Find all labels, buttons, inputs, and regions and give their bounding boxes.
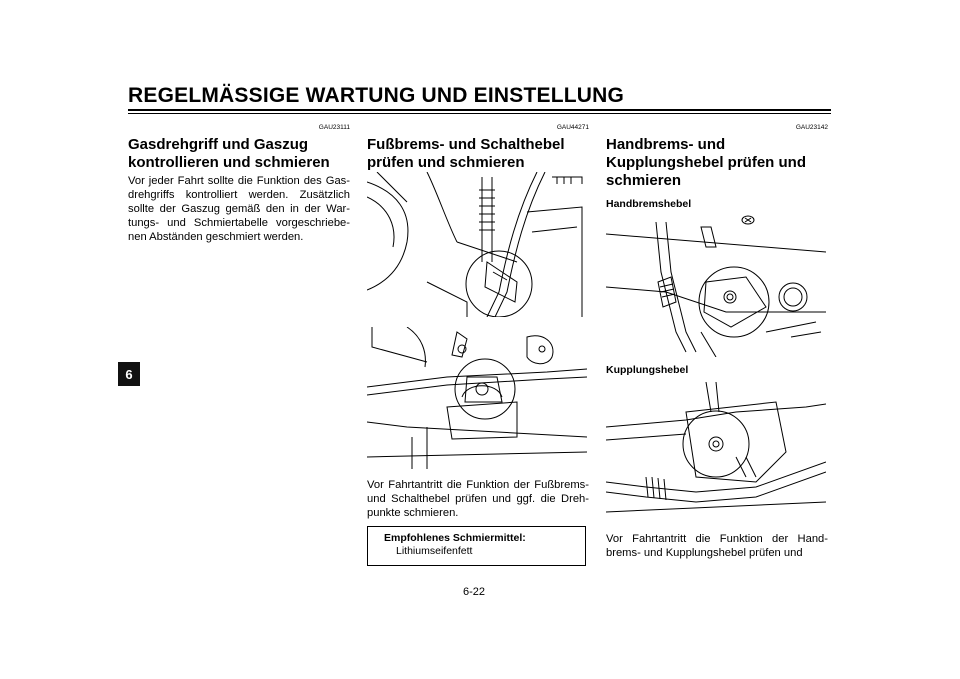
section-heading: Gasdrehgriff und Gaszug kontrollieren und schmieren xyxy=(128,136,330,171)
brake-lever-illustration xyxy=(606,212,826,357)
section-pedals xyxy=(367,124,589,172)
section-heading: Fußbrems- und Schalthebel prüfen und schmieren xyxy=(367,136,565,171)
note-title: Empfohlenes Schmiermittel: xyxy=(384,532,526,544)
chapter-tab[interactable]: 6 xyxy=(118,362,140,386)
shift-lever-illustration xyxy=(367,327,587,469)
section-code: GAU23111 xyxy=(318,124,350,131)
header-rule xyxy=(128,109,831,111)
section-body: Vor Fahrtantritt die Funktion der Hand-brems- und Kupplungshebel prüfen und xyxy=(606,533,828,559)
section-body: Vor jeder Fahrt sollte die Funktion des Gas-drehgriffs kontrolliert werden. Zusätzlich sollte der Gaszug gemäß den in der War-tungs- und Schmiertabelle vorgeschriebe-nen Abständen geschmiert werden. xyxy=(128,175,350,243)
pedals-body xyxy=(367,476,589,520)
lubricant-note xyxy=(367,526,586,566)
subhead-clutch-lever: Kupplungshebel xyxy=(606,364,689,376)
page-number: 6-22 xyxy=(463,586,486,598)
clutch-lever-subhead-wrap xyxy=(606,364,828,377)
section-code: GAU23142 xyxy=(795,124,828,131)
hand-levers-body xyxy=(606,530,828,560)
brake-lever-subhead-wrap xyxy=(606,198,828,211)
section-throttle xyxy=(128,124,350,244)
section-code: GAU44271 xyxy=(556,124,589,131)
clutch-lever-illustration xyxy=(606,382,826,520)
page-title: REGELMÄSSIGE WARTUNG UND EINSTELLUNG xyxy=(128,84,625,107)
section-heading: Handbrems- und Kupplungshebel prüfen und schmieren xyxy=(606,136,806,189)
header-rule-thin xyxy=(128,113,831,114)
brake-pedal-illustration xyxy=(367,172,587,317)
subhead-brake-lever: Handbremshebel xyxy=(606,198,692,210)
section-body: Vor Fahrtantritt die Funktion der Fußbrems- und Schalthebel prüfen und ggf. die Dreh-punkte schmieren. xyxy=(367,479,589,519)
note-value: Lithiumseifenfett xyxy=(396,545,473,557)
section-hand-levers xyxy=(606,124,828,190)
